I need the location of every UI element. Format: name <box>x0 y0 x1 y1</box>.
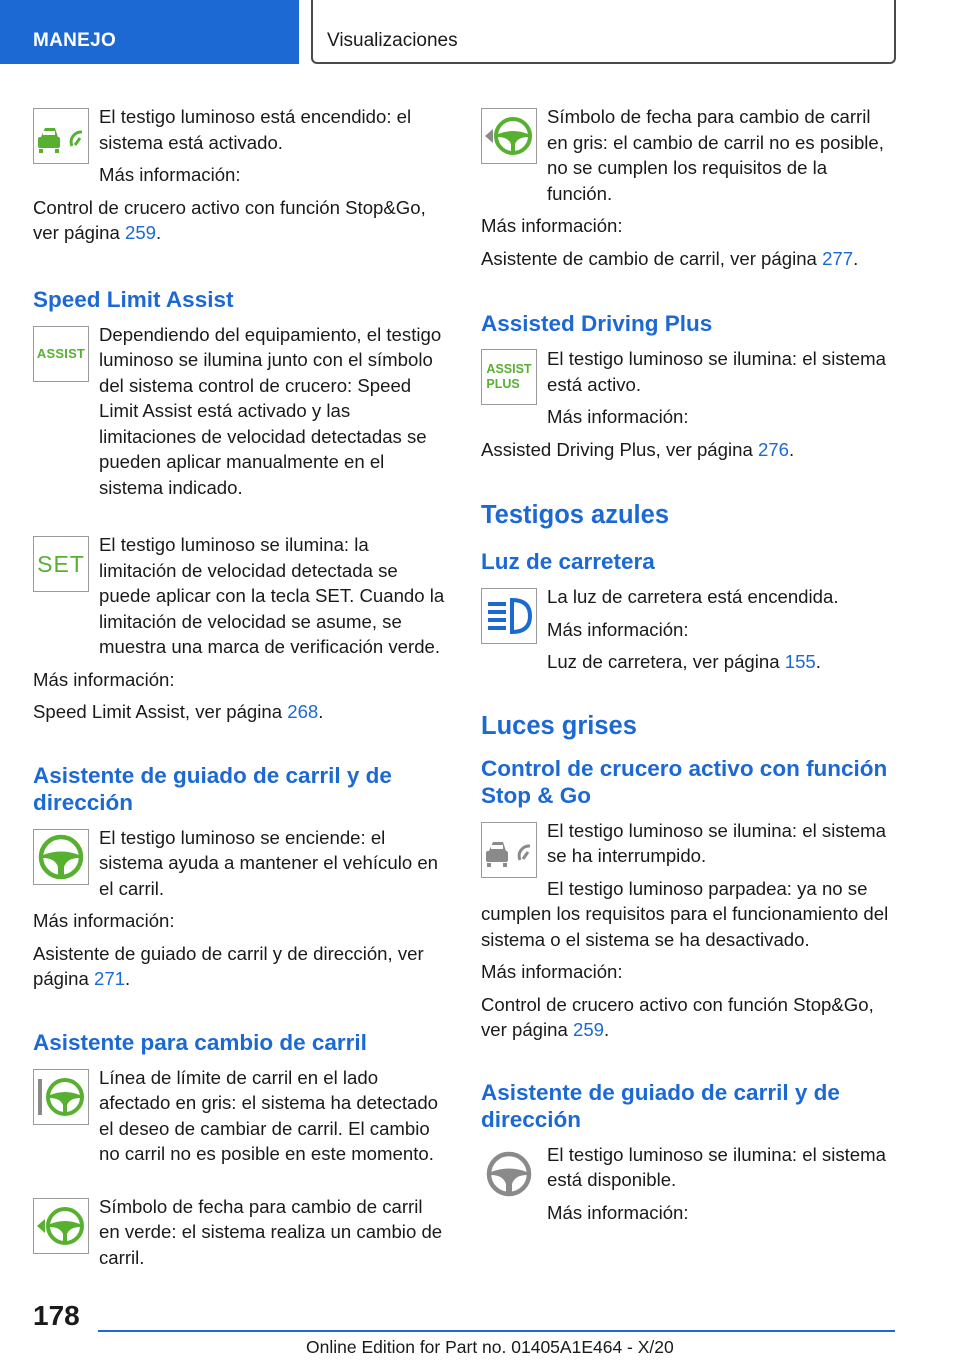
page-link[interactable]: 268 <box>287 701 319 722</box>
text: El testigo luminoso se ilumina: el sistema se ha interrumpido. <box>547 819 886 866</box>
heading-lane-guidance: Asistente de guiado de carril y de dirección <box>33 762 392 815</box>
indicator-block-assisted-driving-plus <box>481 346 895 462</box>
left-column <box>33 104 447 1270</box>
text: El testigo luminoso se enciende: el sistema ayuda a mantener el vehículo en el carril. <box>99 826 439 899</box>
indicator-block-speed-limit-assist <box>33 322 447 501</box>
text: El testigo luminoso se ilumina: la limitación de velocidad detectada se puede aplicar con la tecla SET. Cuando la limitación de velocidad se asume, se muestra una marca de verificación verde. <box>99 534 445 657</box>
heading-blue-indicators: Testigos azules <box>481 501 670 529</box>
indicator-block-lane-guidance <box>33 825 447 992</box>
text: Más información: <box>99 164 241 185</box>
chapter-label: MANEJO <box>33 30 117 51</box>
assist-plus-green-icon: ASSIST PLUS <box>481 349 537 405</box>
lane-change-grey-arrow-icon <box>481 108 537 164</box>
text: Más información: <box>547 406 689 427</box>
section-title: Visualizaciones <box>327 30 458 51</box>
text: Assisted Driving Plus, ver página 276. <box>481 438 795 460</box>
assist-green-icon: ASSIST <box>33 326 89 382</box>
text: La luz de carretera está encendida. <box>547 586 839 607</box>
text: Luz de carretera, ver página 155. <box>547 651 821 672</box>
text: Más información: <box>547 618 689 640</box>
footer-edition: Online Edition for Part no. 01405A1E464 - X/20 <box>306 1337 674 1357</box>
indicator-block-lane-change-green <box>33 1194 447 1271</box>
lane-change-green-arrow-icon <box>33 1198 89 1254</box>
footer-divider <box>98 1330 895 1332</box>
text: Dependiendo del equipamiento, el testigo luminoso se ilumina junto con el símbolo del sistema control de crucero: Speed Limit Assist está activado y las limitaciones de velocidad detectadas se pueden aplicar manualmente en el sistema indicado. <box>99 323 442 498</box>
high-beam-blue-icon <box>481 588 537 644</box>
text: Símbolo de fecha para cambio de carril en gris: el cambio de carril no es posible, no se cumplen los requisitos de la función. <box>547 106 884 204</box>
lane-change-grey-line-icon <box>33 1069 89 1125</box>
right-column <box>481 104 895 1225</box>
heading-lane-change: Asistente para cambio de carril <box>33 1029 367 1055</box>
text: Speed Limit Assist, ver página 268. <box>33 701 324 722</box>
steering-wheel-green-icon <box>33 829 89 885</box>
text: Asistente de cambio de carril, ver página 277. <box>481 247 859 269</box>
page-link[interactable]: 271 <box>94 968 126 989</box>
text: Control de crucero activo con función Stop&Go, ver página 259. <box>33 196 426 243</box>
text: Línea de límite de carril en el lado afectado en gris: el sistema ha detectado el deseo de cambiar de carril. El cambio no carril no es posible en este momento. <box>99 1066 439 1164</box>
heading-cruise-control-stop-go: Control de crucero activo con función Stop & Go <box>481 755 888 808</box>
text: Símbolo de fecha para cambio de carril en verde: el sistema realiza un cambio de carril. <box>99 1195 443 1268</box>
page-link[interactable]: 155 <box>784 651 816 672</box>
indicator-block-lane-guidance-grey <box>481 1142 895 1226</box>
set-green-icon: SET <box>33 536 89 592</box>
text: Más información: <box>481 215 623 236</box>
heading-lane-guidance-grey: Asistente de guiado de carril y de dirección <box>481 1079 840 1132</box>
steering-wheel-grey-icon <box>481 1146 537 1202</box>
page-number: 178 <box>33 1300 80 1331</box>
text: Más información: <box>33 910 175 931</box>
page-link[interactable]: 276 <box>757 438 789 460</box>
page-link[interactable]: 259 <box>125 222 157 243</box>
text: El testigo luminoso parpadea: ya no se cumplen los requisitos para el funcionamiento del sistema o el sistema se ha desactivado. <box>481 877 889 950</box>
indicator-block-set <box>33 532 447 725</box>
chapter-tab <box>0 0 299 64</box>
cruise-control-green-icon <box>33 108 89 164</box>
heading-assisted-driving-plus: Assisted Driving Plus <box>481 311 713 336</box>
text: Asistente de guiado de carril y de dirección, ver página 271. <box>33 942 424 989</box>
page-link[interactable]: 277 <box>822 247 854 269</box>
heading-high-beam: Luz de carretera <box>481 549 655 574</box>
text: Más información: <box>547 1201 689 1223</box>
heading-grey-indicators: Luces grises <box>481 711 637 740</box>
text: Control de crucero activo con función Stop&Go, ver página 259. <box>481 993 874 1040</box>
text: El testigo luminoso se ilumina: el sistema está activo. <box>547 348 886 395</box>
text: Más información: <box>481 961 623 982</box>
indicator-block-lane-change-grey-line <box>33 1065 447 1167</box>
text: Más información: <box>33 668 175 690</box>
text: El testigo luminoso se ilumina: el sistema está disponible. <box>547 1143 886 1190</box>
indicator-block-cruise-grey <box>481 818 895 1043</box>
section-header <box>311 0 896 64</box>
indicator-block-lane-change-grey <box>481 104 895 271</box>
heading-speed-limit-assist: Speed Limit Assist <box>33 286 234 312</box>
indicator-block-high-beam <box>481 584 895 675</box>
indicator-block-cruise-active <box>33 104 447 246</box>
text: El testigo luminoso está encendido: el sistema está activado. <box>99 106 412 153</box>
page-link[interactable]: 259 <box>573 1019 605 1040</box>
cruise-control-grey-icon <box>481 822 537 878</box>
